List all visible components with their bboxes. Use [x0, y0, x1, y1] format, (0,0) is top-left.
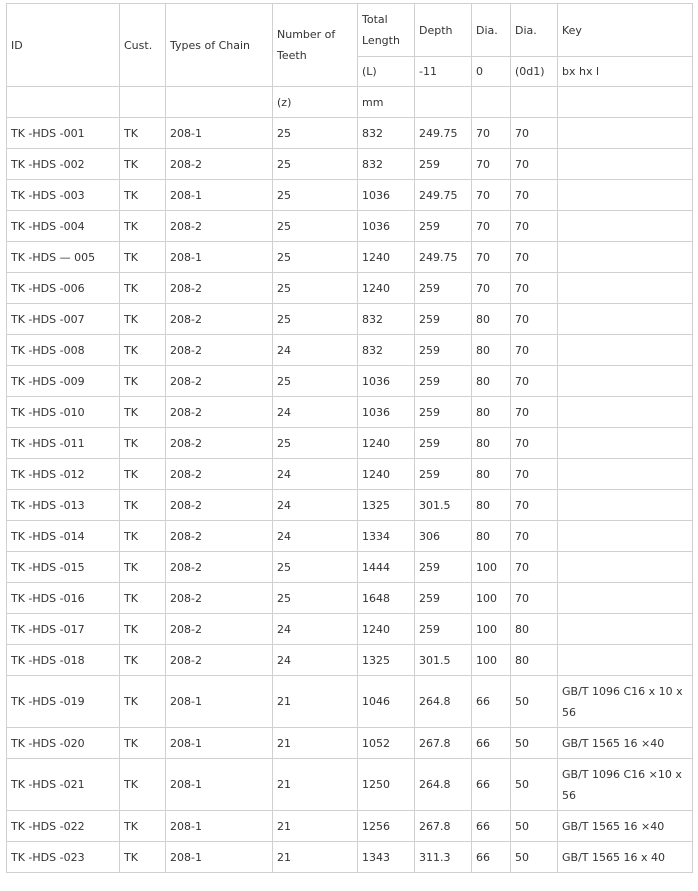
header-teeth: Number of Teeth	[273, 4, 358, 87]
cell-dia2: 50	[511, 728, 558, 759]
cell-key	[558, 614, 693, 645]
cell-key	[558, 428, 693, 459]
cell-key	[558, 149, 693, 180]
cell-teeth: 25	[273, 304, 358, 335]
header-depth: Depth	[415, 4, 472, 57]
cell-length: 1036	[358, 397, 415, 428]
cell-depth: 259	[415, 149, 472, 180]
cell-length: 1325	[358, 645, 415, 676]
header-dia2-unit: (0d1)	[511, 57, 558, 87]
cell-length: 1036	[358, 180, 415, 211]
cell-cust: TK	[120, 645, 166, 676]
cell-cust: TK	[120, 242, 166, 273]
cell-dia1: 70	[472, 180, 511, 211]
cell-depth: 259	[415, 459, 472, 490]
cell-key: GB/T 1096 C16 ×10 x 56	[558, 759, 693, 811]
cell-dia1: 80	[472, 428, 511, 459]
table-row	[7, 397, 693, 428]
cell-id: TK -HDS -010	[7, 397, 120, 428]
cell-key	[558, 583, 693, 614]
header-mm: mm	[358, 87, 415, 118]
cell-id: TK -HDS -017	[7, 614, 120, 645]
cell-depth: 264.8	[415, 676, 472, 728]
cell-id: TK -HDS -023	[7, 842, 120, 873]
cell-id: TK -HDS -016	[7, 583, 120, 614]
cell-dia2: 70	[511, 304, 558, 335]
cell-key	[558, 397, 693, 428]
cell-teeth: 24	[273, 614, 358, 645]
cell-chain: 208-2	[166, 428, 273, 459]
cell-id: TK -HDS -021	[7, 759, 120, 811]
cell-dia2: 50	[511, 759, 558, 811]
table-row	[7, 273, 693, 304]
header-row	[7, 4, 693, 57]
cell-dia1: 80	[472, 366, 511, 397]
cell-chain: 208-2	[166, 583, 273, 614]
cell-cust: TK	[120, 180, 166, 211]
cell-cust: TK	[120, 149, 166, 180]
cell-chain: 208-2	[166, 614, 273, 645]
cell-dia2: 70	[511, 459, 558, 490]
cell-id: TK -HDS -011	[7, 428, 120, 459]
header-length-unit: (L)	[358, 57, 415, 87]
header-length: Total Length	[358, 4, 415, 57]
cell-length: 1256	[358, 811, 415, 842]
cell-id: TK -HDS -019	[7, 676, 120, 728]
cell-length: 1334	[358, 521, 415, 552]
cell-cust: TK	[120, 397, 166, 428]
cell-cust: TK	[120, 759, 166, 811]
cell-dia2: 70	[511, 273, 558, 304]
cell-teeth: 21	[273, 759, 358, 811]
cell-teeth: 24	[273, 459, 358, 490]
table-row	[7, 676, 693, 728]
cell-dia2: 70	[511, 335, 558, 366]
cell-dia1: 70	[472, 149, 511, 180]
cell-chain: 208-2	[166, 645, 273, 676]
cell-cust: TK	[120, 459, 166, 490]
cell-teeth: 24	[273, 490, 358, 521]
cell-teeth: 25	[273, 428, 358, 459]
cell-length: 1648	[358, 583, 415, 614]
cell-dia1: 80	[472, 521, 511, 552]
cell-depth: 259	[415, 304, 472, 335]
cell-teeth: 24	[273, 397, 358, 428]
cell-dia2: 70	[511, 366, 558, 397]
chain-spec-table	[6, 3, 693, 873]
cell-chain: 208-1	[166, 180, 273, 211]
cell-dia1: 100	[472, 645, 511, 676]
cell-depth: 259	[415, 335, 472, 366]
header-dia1-unit: 0	[472, 57, 511, 87]
cell-cust: TK	[120, 583, 166, 614]
cell-teeth: 21	[273, 728, 358, 759]
cell-key	[558, 180, 693, 211]
cell-cust: TK	[120, 366, 166, 397]
empty-cell	[166, 87, 273, 118]
cell-teeth: 25	[273, 273, 358, 304]
cell-cust: TK	[120, 842, 166, 873]
cell-depth: 249.75	[415, 242, 472, 273]
cell-dia1: 80	[472, 490, 511, 521]
cell-depth: 249.75	[415, 180, 472, 211]
header-id: ID	[7, 4, 120, 87]
table-row	[7, 521, 693, 552]
cell-dia1: 66	[472, 728, 511, 759]
empty-cell	[7, 87, 120, 118]
cell-depth: 267.8	[415, 728, 472, 759]
cell-chain: 208-2	[166, 335, 273, 366]
cell-chain: 208-1	[166, 811, 273, 842]
cell-length: 1240	[358, 614, 415, 645]
cell-key: GB/T 1565 16 ×40	[558, 811, 693, 842]
cell-id: TK -HDS -003	[7, 180, 120, 211]
cell-id: TK -HDS -022	[7, 811, 120, 842]
empty-cell	[472, 87, 511, 118]
cell-dia2: 70	[511, 180, 558, 211]
cell-key	[558, 242, 693, 273]
header-key: Key	[558, 4, 693, 57]
cell-dia2: 80	[511, 614, 558, 645]
cell-depth: 259	[415, 397, 472, 428]
table-row	[7, 728, 693, 759]
cell-dia2: 80	[511, 645, 558, 676]
cell-dia1: 80	[472, 397, 511, 428]
cell-cust: TK	[120, 490, 166, 521]
cell-teeth: 24	[273, 335, 358, 366]
cell-teeth: 25	[273, 242, 358, 273]
cell-depth: 259	[415, 614, 472, 645]
cell-depth: 259	[415, 273, 472, 304]
cell-dia2: 70	[511, 397, 558, 428]
cell-teeth: 21	[273, 811, 358, 842]
table-row	[7, 645, 693, 676]
cell-chain: 208-1	[166, 728, 273, 759]
cell-dia1: 66	[472, 676, 511, 728]
cell-depth: 259	[415, 428, 472, 459]
cell-length: 832	[358, 149, 415, 180]
cell-id: TK -HDS -007	[7, 304, 120, 335]
cell-id: TK -HDS -006	[7, 273, 120, 304]
cell-chain: 208-2	[166, 304, 273, 335]
cell-id: TK -HDS -020	[7, 728, 120, 759]
table-row	[7, 366, 693, 397]
cell-cust: TK	[120, 273, 166, 304]
cell-cust: TK	[120, 428, 166, 459]
cell-id: TK -HDS -009	[7, 366, 120, 397]
cell-depth: 301.5	[415, 645, 472, 676]
cell-depth: 264.8	[415, 759, 472, 811]
cell-chain: 208-2	[166, 397, 273, 428]
table-row	[7, 335, 693, 366]
cell-teeth: 25	[273, 149, 358, 180]
cell-key	[558, 552, 693, 583]
cell-dia2: 70	[511, 521, 558, 552]
cell-length: 832	[358, 304, 415, 335]
cell-key	[558, 645, 693, 676]
cell-dia2: 70	[511, 552, 558, 583]
cell-chain: 208-1	[166, 118, 273, 149]
table-row	[7, 459, 693, 490]
empty-cell	[558, 87, 693, 118]
table-row	[7, 149, 693, 180]
cell-cust: TK	[120, 118, 166, 149]
cell-dia1: 80	[472, 335, 511, 366]
cell-teeth: 21	[273, 676, 358, 728]
table-row	[7, 490, 693, 521]
cell-depth: 249.75	[415, 118, 472, 149]
cell-dia1: 70	[472, 273, 511, 304]
cell-cust: TK	[120, 811, 166, 842]
cell-dia1: 100	[472, 583, 511, 614]
cell-key	[558, 304, 693, 335]
cell-depth: 259	[415, 211, 472, 242]
table-row	[7, 614, 693, 645]
cell-teeth: 25	[273, 180, 358, 211]
cell-key	[558, 459, 693, 490]
cell-length: 832	[358, 335, 415, 366]
cell-length: 1240	[358, 428, 415, 459]
cell-length: 1046	[358, 676, 415, 728]
cell-dia2: 70	[511, 118, 558, 149]
cell-id: TK -HDS -002	[7, 149, 120, 180]
cell-key	[558, 335, 693, 366]
cell-dia1: 70	[472, 211, 511, 242]
cell-length: 1240	[358, 273, 415, 304]
cell-key	[558, 490, 693, 521]
header-teeth-unit: (z)	[273, 87, 358, 118]
header-chain: Types of Chain	[166, 4, 273, 87]
cell-dia1: 70	[472, 242, 511, 273]
cell-chain: 208-1	[166, 242, 273, 273]
cell-chain: 208-1	[166, 676, 273, 728]
cell-dia2: 70	[511, 583, 558, 614]
cell-teeth: 24	[273, 521, 358, 552]
cell-chain: 208-2	[166, 366, 273, 397]
cell-dia2: 70	[511, 490, 558, 521]
cell-dia2: 70	[511, 211, 558, 242]
cell-length: 1343	[358, 842, 415, 873]
cell-id: TK -HDS -013	[7, 490, 120, 521]
table-row	[7, 428, 693, 459]
table-row	[7, 180, 693, 211]
table-row	[7, 304, 693, 335]
cell-depth: 267.8	[415, 811, 472, 842]
cell-dia2: 70	[511, 149, 558, 180]
header-dia2: Dia.	[511, 4, 558, 57]
cell-dia1: 100	[472, 614, 511, 645]
cell-length: 1444	[358, 552, 415, 583]
cell-chain: 208-2	[166, 459, 273, 490]
cell-key	[558, 366, 693, 397]
table-row	[7, 759, 693, 811]
cell-dia2: 50	[511, 842, 558, 873]
cell-chain: 208-2	[166, 211, 273, 242]
cell-length: 832	[358, 118, 415, 149]
cell-dia2: 70	[511, 242, 558, 273]
table-row	[7, 842, 693, 873]
table-row	[7, 552, 693, 583]
header-key-unit: bx hx l	[558, 57, 693, 87]
cell-key	[558, 521, 693, 552]
cell-chain: 208-2	[166, 149, 273, 180]
cell-id: TK -HDS -008	[7, 335, 120, 366]
cell-dia1: 80	[472, 459, 511, 490]
cell-dia1: 66	[472, 842, 511, 873]
cell-depth: 301.5	[415, 490, 472, 521]
cell-dia1: 66	[472, 811, 511, 842]
cell-cust: TK	[120, 728, 166, 759]
cell-key: GB/T 1565 16 x 40	[558, 842, 693, 873]
cell-chain: 208-1	[166, 759, 273, 811]
cell-length: 1325	[358, 490, 415, 521]
header-cust: Cust.	[120, 4, 166, 87]
cell-cust: TK	[120, 521, 166, 552]
cell-dia1: 100	[472, 552, 511, 583]
cell-key	[558, 118, 693, 149]
header-depth-unit: -11	[415, 57, 472, 87]
table-row	[7, 811, 693, 842]
empty-cell	[415, 87, 472, 118]
cell-length: 1240	[358, 459, 415, 490]
cell-chain: 208-1	[166, 842, 273, 873]
cell-depth: 259	[415, 366, 472, 397]
cell-teeth: 25	[273, 583, 358, 614]
table-row	[7, 583, 693, 614]
cell-chain: 208-2	[166, 490, 273, 521]
header-dia1: Dia.	[472, 4, 511, 57]
cell-chain: 208-2	[166, 552, 273, 583]
cell-cust: TK	[120, 335, 166, 366]
cell-dia2: 70	[511, 428, 558, 459]
cell-cust: TK	[120, 304, 166, 335]
cell-depth: 259	[415, 552, 472, 583]
empty-cell	[120, 87, 166, 118]
cell-depth: 311.3	[415, 842, 472, 873]
cell-length: 1052	[358, 728, 415, 759]
cell-id: TK -HDS -014	[7, 521, 120, 552]
cell-key: GB/T 1565 16 ×40	[558, 728, 693, 759]
cell-dia2: 50	[511, 811, 558, 842]
table-row	[7, 211, 693, 242]
cell-key	[558, 211, 693, 242]
table-row	[7, 242, 693, 273]
empty-cell	[511, 87, 558, 118]
cell-id: TK -HDS -018	[7, 645, 120, 676]
cell-teeth: 24	[273, 645, 358, 676]
cell-teeth: 25	[273, 118, 358, 149]
cell-dia1: 70	[472, 118, 511, 149]
cell-chain: 208-2	[166, 521, 273, 552]
cell-length: 1036	[358, 211, 415, 242]
cell-cust: TK	[120, 676, 166, 728]
header-subunits-row	[7, 87, 693, 118]
cell-key: GB/T 1096 C16 x 10 x 56	[558, 676, 693, 728]
cell-depth: 306	[415, 521, 472, 552]
cell-id: TK -HDS -004	[7, 211, 120, 242]
cell-teeth: 25	[273, 211, 358, 242]
cell-depth: 259	[415, 583, 472, 614]
cell-cust: TK	[120, 211, 166, 242]
cell-teeth: 25	[273, 552, 358, 583]
cell-teeth: 21	[273, 842, 358, 873]
cell-length: 1240	[358, 242, 415, 273]
cell-length: 1250	[358, 759, 415, 811]
cell-chain: 208-2	[166, 273, 273, 304]
cell-cust: TK	[120, 614, 166, 645]
table-row	[7, 118, 693, 149]
cell-dia1: 66	[472, 759, 511, 811]
cell-key	[558, 273, 693, 304]
cell-dia1: 80	[472, 304, 511, 335]
cell-id: TK -HDS -012	[7, 459, 120, 490]
cell-cust: TK	[120, 552, 166, 583]
cell-teeth: 25	[273, 366, 358, 397]
cell-dia2: 50	[511, 676, 558, 728]
cell-id: TK -HDS -001	[7, 118, 120, 149]
cell-id: TK -HDS -015	[7, 552, 120, 583]
cell-id: TK -HDS — 005	[7, 242, 120, 273]
cell-length: 1036	[358, 366, 415, 397]
